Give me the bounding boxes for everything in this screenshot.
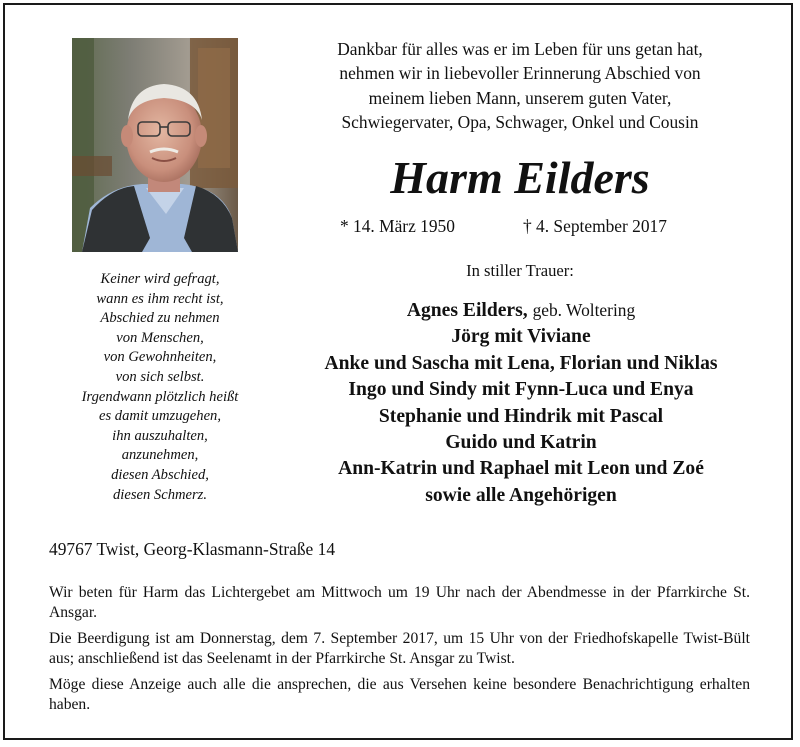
poem-line: von Gewohnheiten, [103,349,217,366]
family-line: Ingo und Sindy mit Fynn-Luca und Enya [348,379,694,401]
family-line: sowie alle Angehörigen [425,484,617,506]
poem-line: Irgendwann plötzlich heißt [81,388,239,405]
spouse-name: Agnes Eilders, [406,300,528,321]
poem-line: ihn auszuhalten, [112,427,208,444]
intro-line: Schwiegervater, Opa, Schwager, Onkel und Cousin [341,112,699,133]
poem-line: Keiner wird gefragt, [100,271,220,287]
intro-line: meinem lieben Mann, unserem guten Vater, [368,87,672,108]
note-paragraph: Wir beten für Harm das Lichtergebet am Mittwoch um 19 Uhr nach der Abendmesse in der Pfarrkirche St. Ansgar. [49,584,750,622]
poem-line: wann es ihm recht ist, [96,290,224,307]
note-paragraph: Möge diese Anzeige auch alle die ansprechen, die aus Versehen keine besondere Benachrichtigung erhalten haben. [49,675,750,714]
family-list [276,297,766,509]
family-line: Stephanie und Hindrik mit Pascal [378,405,664,427]
family-line: Guido und Katrin [445,432,597,454]
poem-line: anzunehmen, [121,447,199,464]
family-line: Ann-Katrin und Raphael mit Leon und Zoé [338,458,704,480]
spouse-maiden-name: geb. Woltering [532,300,636,320]
poem-line: von Menschen, [116,329,204,346]
poem-line: es damit umzugehen, [98,408,221,425]
family-line: Jörg mit Viviane [451,326,591,348]
note-paragraph: Die Beerdigung ist am Donnerstag, dem 7. September 2017, um 15 Uhr von der Friedhofskapelle Twist-Bült aus; anschließend ist das Seelenamt in der Pfarrkirche St. Ansgar zu Twist. [49,629,750,668]
poem-line: diesen Abschied, [111,466,209,483]
mourning-label: In stiller Trauer: [466,261,574,280]
death-date: † 4. September 2017 [523,216,667,236]
family-line-spouse [276,297,766,324]
intro-line: Dankbar für alles was er im Leben für uns getan hat, [337,39,703,59]
intro-line: nehmen wir in liebevoller Erinnerung Abschied von [339,63,701,84]
service-notes [49,583,750,721]
birth-date: * 14. März 1950 [340,216,455,236]
portrait-photo [72,38,238,252]
portrait-illustration [72,38,238,252]
poem-line: Abschied zu nehmen [100,310,220,327]
poem-line: von sich selbst. [115,368,205,385]
intro-text [290,37,750,135]
poem [40,270,280,505]
address: 49767 Twist, Georg-Klasmann-Straße 14 [49,539,336,559]
family-line: Anke und Sascha mit Lena, Florian und Niklas [324,352,718,374]
poem-line: diesen Schmerz. [112,486,208,503]
deceased-name: Harm Eilders [390,152,650,203]
